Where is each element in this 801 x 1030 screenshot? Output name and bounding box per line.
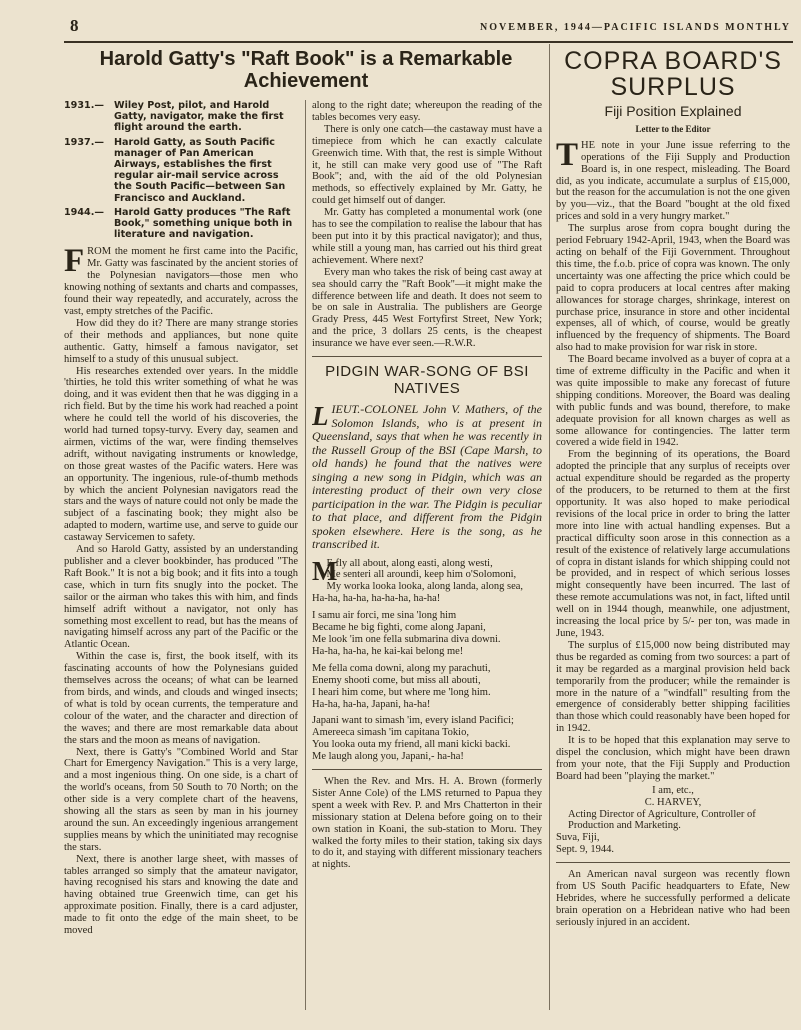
body-paragraph: And so Harold Gatty, assisted by an understanding publisher and a clever bookbinder, has produced "The Raft Book." It is not a big book; and it fits into a tough case, which in turn fits snugly into the pocket. The sailor or the airman who takes this with him, and finds himself adrift without a navigator, not only has something most excellent to read, but has the means of navigating himself across any part of the Pacific or the Atlantic Ocean. xyxy=(64,544,298,651)
body-paragraph: The surplus of £15,000 now being distributed may thus be regarded as coming from two sources: a part of it may be regarded as a marginal provision held back temporarily from the producer; while the remainder is more in the nature of a "windfall" resulting from the emergence of considerably better shipping facilities than those which could reasonably have been hoped for in 1942. xyxy=(556,639,790,735)
drop-cap: L xyxy=(312,401,329,432)
song-line: Ha-ha, ha-ha, Japani, ha-ha! xyxy=(312,698,431,710)
song-stanza xyxy=(312,555,542,606)
running-title: NOVEMBER, 1944—PACIFIC ISLANDS MONTHLY xyxy=(479,22,791,33)
letter-date: Sept. 9, 1944. xyxy=(556,844,615,856)
song-line: Enemy shooti come, but miss all abouti, xyxy=(312,674,481,686)
pidgin-song xyxy=(312,555,542,764)
song-stanza xyxy=(312,715,542,763)
gatty-column-1 xyxy=(64,100,298,1010)
song-line: You looka outa my friend, all mani kicki backi. xyxy=(312,739,511,751)
section-rule xyxy=(312,769,542,770)
body-paragraph: Next, there is Gatty's "Combined World and Star Chart for Emergency Navigation." This is a very large, and a most ingenious thing. On one side, is a chart of the world's oceans, from 50 South to 70 North; on the other side is a very complete chart of the heavens, showing all the stars as seen by man in his journey around the sun. An exceedingly ingenious arrangement supplies means by which the uninitiated may recognise the stars. xyxy=(64,746,298,853)
lead-text: HE note in your June issue referring to the operations of the Fiji Supply and Production Board is, in one respect, misleading. The Board did, as you indicate, accumulate a surplus of £15,000, but the reason for the accumulation is not the one given by you—viz., that the Board "bought at the old fixed prices and sold in a very hungry market." xyxy=(556,139,790,223)
section-rule xyxy=(312,356,542,357)
song-line: My worka looka looka, along landa, along sea, xyxy=(326,581,524,593)
song-line: Ha-ha, ha-ha, ha-ha-ha, ha-ha! xyxy=(312,593,441,605)
song-line: E fly all about, along easti, along westi, xyxy=(326,557,493,569)
body-paragraph: Next, there is another large sheet, with masses of tables arranged so simply that the amateur navigator, having recognised his stars and knowing the date and having obtained true Greenwich time, can get his approximate position. Finally, there is a card adjuster, made to fit onto the edge of the main sheet, to be moved xyxy=(64,853,298,937)
chronology-entry xyxy=(64,100,298,134)
gatty-headline: Harold Gatty's "Raft Book" is a Remarkable Achievement xyxy=(99,48,513,92)
gatty-chronology xyxy=(64,100,298,240)
copra-subtitle: Fiji Position Explained xyxy=(604,103,742,119)
page-number: 8 xyxy=(70,16,79,35)
column-rule xyxy=(305,100,306,1010)
body-paragraph: It is to be hoped that this explanation may serve to dispel the conclusion, which might have been drawn from your note, that the Fiji Supply and Production Board had been "playing the market." xyxy=(556,735,790,782)
drop-cap: F xyxy=(64,243,85,280)
section-rule xyxy=(556,862,790,863)
body-paragraph: Mr. Gatty has completed a monumental work (one has to see the compilation to realise the labour that has been put into it by this practical navigator); and thus, while still a young man, has carried out his third great achievement. Where next? xyxy=(312,207,542,266)
body-paragraph: The Board became involved as a buyer of copra at a time of extreme difficulty in the Pacific and when it was quite impossible to make any forecast of future shipping conditions. Moreover, the Board was dealing with public funds and was bound, therefore, to make adequate provision for all known charges as well as some allowance for contingencies. The latter term covered a wide field in 1942. xyxy=(556,354,790,449)
gatty-lead-paragraph xyxy=(64,243,298,317)
pidgin-lede xyxy=(312,403,542,552)
body-paragraph: along to the right date; whereupon the reading of the tables becomes very easy. xyxy=(312,100,542,123)
chronology-year: 1944.— xyxy=(64,206,104,218)
chronology-text: Harold Gatty produces "The Raft Book," something unique both in literature and navigation. xyxy=(114,206,293,241)
copra-lead-paragraph xyxy=(556,136,790,223)
song-stanza xyxy=(312,663,542,711)
song-line: Me fella coma downi, along my parachuti, xyxy=(312,662,491,674)
copra-title-line-1: COPRA BOARD'S xyxy=(564,48,782,75)
song-stanza xyxy=(312,610,542,658)
gatty-column-2 xyxy=(312,100,542,1010)
brown-note: When the Rev. and Mrs. H. A. Brown (formerly Sister Anne Cole) of the LMS returned to Papua they spent a week with Rev. P. and Mrs Chatterton in their missionary station at Delena before going on to their own station in Koani, the sub-station to Moru. They walked the forty miles to their station, taking six days to do it, and staying with different missionary teachers at nights. xyxy=(312,776,542,871)
body-paragraph: Within the case is, first, the book itself, with its fascinating accounts of how the Polynesians guided themselves across the oceans; of what can be learned from birds, and winds, and clouds and winged insects; of what is told by ocean currents, the temperature and colour of the water, and the character and direction of the waves; and there are most remarkable data about the stars and the moon as means of navigation. xyxy=(64,651,298,746)
chronology-text: Harold Gatty, as South Pacific manager of Pan American Airways, establishes the first regular air-mail service across the South Pacific—between San Francisco and Auckland. xyxy=(114,136,286,204)
chronology-text: Wiley Post, pilot, and Harold Gatty, navigator, make the first flight around the earth. xyxy=(114,100,284,134)
body-paragraph: The surplus arose from copra bought during the period February 1942-April, 1943, when the Board was acting on behalf of the Fiji Government. Throughout this time, the f.o.b. price of copra was known. The only uncertainty was one affecting the price which could be paid to copra producers at local centres after making allowances for storage charges, shrinkage, interest on purchase price, insurance in store and other incidental expenses, all of which, of course, would be greatly influenced by the frequency of shipments. The Board also had to make provision for war risk in store. xyxy=(556,223,790,354)
running-header xyxy=(70,18,791,40)
chronology-entry xyxy=(64,207,298,241)
body-paragraph: There is only one catch—the castaway must have a timepiece from which he can exactly calculate Greenwich time. With that, the rest is simple Without it, he still can make very good use of "The Raft Book"; and, with the aid of the old Polynesian methods, so effectively explained by Mr. Gatty, he could get himself out of danger. xyxy=(312,123,542,207)
song-line: Ha-ha, ha-ha, he kai-kai belong me! xyxy=(312,645,464,657)
song-line: I heari him come, but where me 'long him. xyxy=(312,686,491,698)
chronology-year: 1931.— xyxy=(64,100,104,111)
pidgin-headline: PIDGIN WAR-SONG OF BSI NATIVES xyxy=(325,363,529,398)
copra-column xyxy=(556,48,790,1010)
copra-title-line-2: SURPLUS xyxy=(610,73,736,101)
song-line: Me look 'im one fella submarina diva downi. xyxy=(312,633,501,645)
closing: I am, etc., xyxy=(652,784,694,796)
column-rule xyxy=(549,44,550,1010)
body-paragraph: How did they do it? There are many strange stories of their methods and appliances, but none quite authentic. Gatty, himself a famous navigator, set himself to a study of this unusual subject. xyxy=(64,317,298,365)
letter-place: Suva, Fiji, xyxy=(556,832,600,844)
song-line: Me laugh along you, Japani,- ha-ha! xyxy=(312,751,464,763)
body-paragraph: Every man who takes the risk of being cast away at sea should carry the "Raft Book"—it might make the difference between life and death. It does not seem to be on sale in Australia. The publishers are George Grady Press, 445 West Fortyfirst Street, New York; and the price, 3 dollars 25 cents, is the cheapest insurance we have ever seen.—R.W.R. xyxy=(312,266,542,350)
song-line: I samu air forci, me sina 'long him xyxy=(312,610,457,622)
letter-label: Letter to the Editor xyxy=(635,123,711,134)
body-paragraph: His researches extended over years. In the middle 'thirties, he told this writer something of what he was doing, and it was evident then that he was digging in a rich field. But by the time his work had reached a point where he could tell the world of his discoveries, the world had turned topsy-turvy. Every day, seamen and airmen, victims of the war, were finding themselves adrift, without navigating instruments or knowledge, on those great wastes of the Pacific waters. Here was an opportunity. The ingenious, rule-of-thumb methods by which the ancient Polynesian navigators read the stars and the ways of nature could not only be made the subject of a fascinating book; they might also be adapted to modern, wartime use, and serve to guide our castaway Servicemen to safety. xyxy=(64,365,298,544)
lead-text: ROM the moment he first came into the Pacific, Mr. Gatty was fascinated by the ancient stories of the Polynesian navigators—those men who knowing nothing of sextants and charts and compasses, found their way repeatedly, and accurately, across the vast, empty stretches of the Pacific. xyxy=(64,246,298,317)
drop-cap: M xyxy=(312,555,338,586)
lede-text: IEUT.-COLONEL John V. Mathers, of the Solomon Islands, who is at present in Queensland, says that when he was recently in the Russell Group of the BSI (Cape Marsh, to old hands) he found that the natives were singing a new song in Pidgin, which was an interesting product of their own very close participation in the war. The Pidgin is peculiar to that place, and different from the Pidgin spoken elsewhere. Here is the song, as he transcribed it. xyxy=(312,402,542,552)
naval-note: An American naval surgeon was recently flown from US South Pacific headquarters to Efate, New Hebrides, where he successfully performed a delicate brain operation on a Hebridean native who had been seriously injured in an accident. xyxy=(556,869,790,928)
drop-cap: T xyxy=(556,136,579,173)
chronology-entry xyxy=(64,137,298,204)
body-paragraph: From the beginning of its operations, the Board adopted the principle that any surplus of receipts over actual expenditure should be regarded as the property of the producers, to be returned to them at the first opportunity. It was also hoped to make periodical revisions of the local price in order to bring the latter more into line with actual handling expenses. But a practical difficulty soon arose in this connection as a result of the existence of relatively large accumulations of copra in distant islands for which shipping could not be provided, and in respect of which serious losses might consequently have been incurred. The last of these remote accumulations was not, in fact, lifted until well on in 1944 though, meanwhile, one adjustment, increasing the local price by 5/- per ton, was made in June, 1943. xyxy=(556,449,790,639)
signatory-name: C. HARVEY, xyxy=(644,796,702,808)
song-line: Became he big fighti, come along Japani, xyxy=(312,622,486,634)
song-line: Me senteri all aroundi, keep him o'Solomoni, xyxy=(326,569,517,581)
signatory-title: Acting Director of Agriculture, Controller of Production and Marketing. xyxy=(568,808,756,832)
chronology-year: 1937.— xyxy=(64,136,104,148)
header-rule xyxy=(64,41,793,43)
song-line: Amereeca simash 'im capitana Tokio, xyxy=(312,727,469,739)
song-line: Japani want to simash 'im, every island Pacifici; xyxy=(312,715,514,727)
